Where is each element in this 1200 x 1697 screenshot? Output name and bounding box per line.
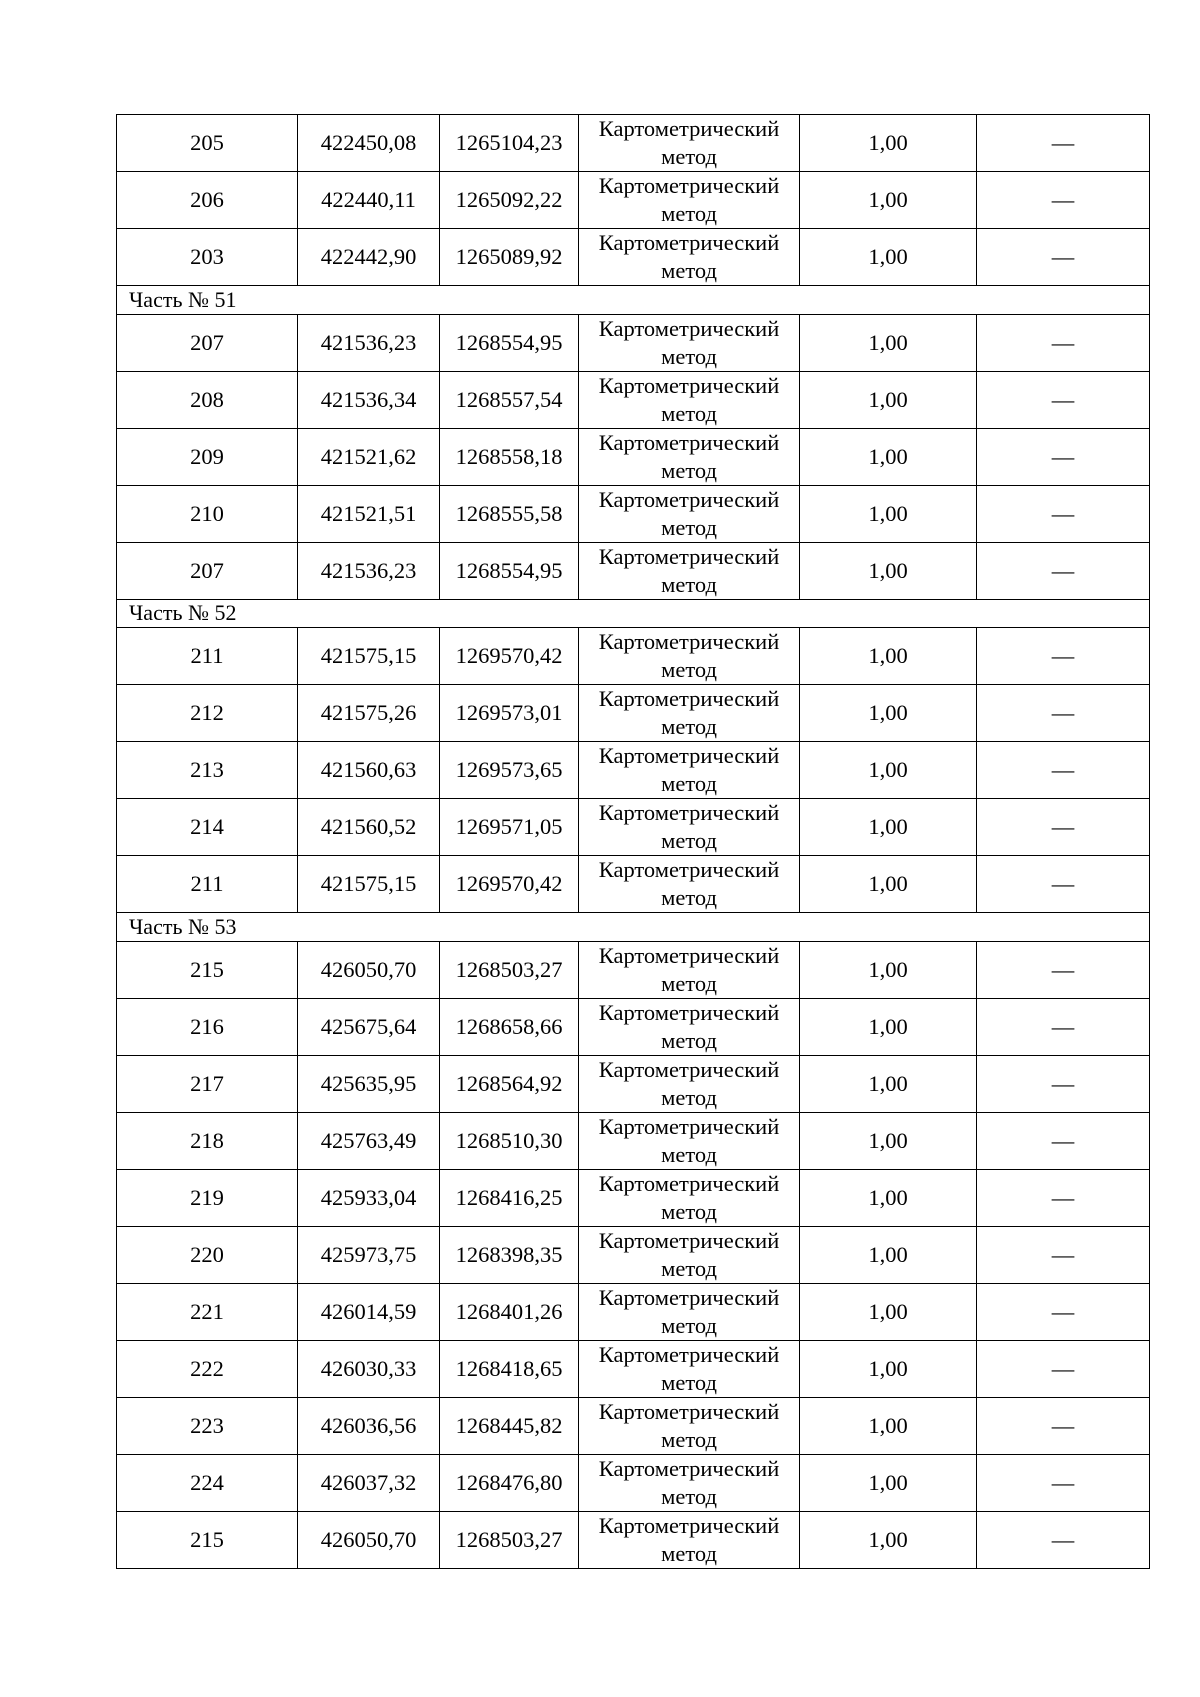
point-number-cell: 214 (117, 799, 298, 856)
note-cell: — (977, 371, 1150, 428)
table-row (117, 628, 1150, 685)
point-number-cell: 211 (117, 856, 298, 913)
accuracy-cell: 1,00 (800, 172, 977, 229)
x-coordinate-cell: 426050,70 (298, 1511, 440, 1568)
y-coordinate-cell: 1268510,30 (440, 1112, 579, 1169)
table-row (117, 542, 1150, 599)
y-coordinate-cell: 1269570,42 (440, 628, 579, 685)
point-number-cell: 223 (117, 1397, 298, 1454)
method-cell: Картометрический метод (579, 1169, 800, 1226)
accuracy-cell: 1,00 (800, 371, 977, 428)
x-coordinate-cell: 421536,23 (298, 542, 440, 599)
point-number-cell: 217 (117, 1055, 298, 1112)
y-coordinate-cell: 1268564,92 (440, 1055, 579, 1112)
coordinates-table (116, 114, 1150, 1569)
point-number-cell: 206 (117, 172, 298, 229)
note-cell: — (977, 1055, 1150, 1112)
y-coordinate-cell: 1268401,26 (440, 1283, 579, 1340)
accuracy-cell: 1,00 (800, 115, 977, 172)
accuracy-cell: 1,00 (800, 1454, 977, 1511)
x-coordinate-cell: 426037,32 (298, 1454, 440, 1511)
table-row (117, 998, 1150, 1055)
x-coordinate-cell: 421536,23 (298, 314, 440, 371)
table-row (117, 1511, 1150, 1568)
accuracy-cell: 1,00 (800, 941, 977, 998)
method-cell: Картометрический метод (579, 1226, 800, 1283)
note-cell: — (977, 1112, 1150, 1169)
note-cell: — (977, 1226, 1150, 1283)
x-coordinate-cell: 425763,49 (298, 1112, 440, 1169)
accuracy-cell: 1,00 (800, 1397, 977, 1454)
method-cell: Картометрический метод (579, 1397, 800, 1454)
point-number-cell: 210 (117, 485, 298, 542)
method-cell: Картометрический метод (579, 485, 800, 542)
accuracy-cell: 1,00 (800, 428, 977, 485)
note-cell: — (977, 998, 1150, 1055)
x-coordinate-cell: 421536,34 (298, 371, 440, 428)
x-coordinate-cell: 425973,75 (298, 1226, 440, 1283)
x-coordinate-cell: 421521,62 (298, 428, 440, 485)
method-cell: Картометрический метод (579, 941, 800, 998)
method-cell: Картометрический метод (579, 1055, 800, 1112)
table-row (117, 314, 1150, 371)
y-coordinate-cell: 1269570,42 (440, 856, 579, 913)
note-cell: — (977, 628, 1150, 685)
accuracy-cell: 1,00 (800, 1112, 977, 1169)
table-row (117, 371, 1150, 428)
method-cell: Картометрический метод (579, 428, 800, 485)
table-row (117, 1340, 1150, 1397)
accuracy-cell: 1,00 (800, 628, 977, 685)
y-coordinate-cell: 1268503,27 (440, 1511, 579, 1568)
x-coordinate-cell: 422442,90 (298, 229, 440, 286)
accuracy-cell: 1,00 (800, 1511, 977, 1568)
y-coordinate-cell: 1269573,65 (440, 742, 579, 799)
table-row (117, 941, 1150, 998)
note-cell: — (977, 742, 1150, 799)
table-row (117, 1283, 1150, 1340)
y-coordinate-cell: 1268658,66 (440, 998, 579, 1055)
table-row (117, 172, 1150, 229)
note-cell: — (977, 1340, 1150, 1397)
y-coordinate-cell: 1268445,82 (440, 1397, 579, 1454)
table-row (117, 742, 1150, 799)
method-cell: Картометрический метод (579, 799, 800, 856)
x-coordinate-cell: 421575,26 (298, 685, 440, 742)
note-cell: — (977, 229, 1150, 286)
method-cell: Картометрический метод (579, 1511, 800, 1568)
x-coordinate-cell: 422450,08 (298, 115, 440, 172)
point-number-cell: 216 (117, 998, 298, 1055)
coordinates-table-body (117, 115, 1150, 1569)
method-cell: Картометрический метод (579, 172, 800, 229)
note-cell: — (977, 485, 1150, 542)
note-cell: — (977, 799, 1150, 856)
y-coordinate-cell: 1268398,35 (440, 1226, 579, 1283)
x-coordinate-cell: 422440,11 (298, 172, 440, 229)
y-coordinate-cell: 1268557,54 (440, 371, 579, 428)
point-number-cell: 215 (117, 941, 298, 998)
part-heading-row (117, 286, 1150, 315)
method-cell: Картометрический метод (579, 115, 800, 172)
x-coordinate-cell: 426030,33 (298, 1340, 440, 1397)
point-number-cell: 213 (117, 742, 298, 799)
note-cell: — (977, 1397, 1150, 1454)
point-number-cell: 203 (117, 229, 298, 286)
point-number-cell: 207 (117, 542, 298, 599)
method-cell: Картометрический метод (579, 542, 800, 599)
y-coordinate-cell: 1269573,01 (440, 685, 579, 742)
method-cell: Картометрический метод (579, 229, 800, 286)
point-number-cell: 221 (117, 1283, 298, 1340)
y-coordinate-cell: 1268554,95 (440, 314, 579, 371)
x-coordinate-cell: 425675,64 (298, 998, 440, 1055)
accuracy-cell: 1,00 (800, 998, 977, 1055)
accuracy-cell: 1,00 (800, 1055, 977, 1112)
table-row (117, 685, 1150, 742)
point-number-cell: 215 (117, 1511, 298, 1568)
x-coordinate-cell: 421560,52 (298, 799, 440, 856)
y-coordinate-cell: 1265092,22 (440, 172, 579, 229)
x-coordinate-cell: 421560,63 (298, 742, 440, 799)
table-row (117, 229, 1150, 286)
table-row (117, 856, 1150, 913)
y-coordinate-cell: 1268503,27 (440, 941, 579, 998)
note-cell: — (977, 428, 1150, 485)
table-row (117, 799, 1150, 856)
accuracy-cell: 1,00 (800, 1283, 977, 1340)
method-cell: Картометрический метод (579, 685, 800, 742)
note-cell: — (977, 1169, 1150, 1226)
point-number-cell: 207 (117, 314, 298, 371)
point-number-cell: 211 (117, 628, 298, 685)
point-number-cell: 205 (117, 115, 298, 172)
note-cell: — (977, 115, 1150, 172)
x-coordinate-cell: 426036,56 (298, 1397, 440, 1454)
accuracy-cell: 1,00 (800, 799, 977, 856)
note-cell: — (977, 941, 1150, 998)
x-coordinate-cell: 425635,95 (298, 1055, 440, 1112)
part-heading: Часть № 53 (117, 913, 1150, 942)
table-row (117, 115, 1150, 172)
point-number-cell: 224 (117, 1454, 298, 1511)
method-cell: Картометрический метод (579, 742, 800, 799)
table-row (117, 1112, 1150, 1169)
y-coordinate-cell: 1268476,80 (440, 1454, 579, 1511)
part-heading: Часть № 52 (117, 599, 1150, 628)
point-number-cell: 219 (117, 1169, 298, 1226)
method-cell: Картометрический метод (579, 314, 800, 371)
method-cell: Картометрический метод (579, 1340, 800, 1397)
y-coordinate-cell: 1268554,95 (440, 542, 579, 599)
table-row (117, 428, 1150, 485)
method-cell: Картометрический метод (579, 1283, 800, 1340)
table-row (117, 1226, 1150, 1283)
point-number-cell: 212 (117, 685, 298, 742)
y-coordinate-cell: 1268416,25 (440, 1169, 579, 1226)
note-cell: — (977, 1283, 1150, 1340)
note-cell: — (977, 1511, 1150, 1568)
y-coordinate-cell: 1268418,65 (440, 1340, 579, 1397)
method-cell: Картометрический метод (579, 856, 800, 913)
accuracy-cell: 1,00 (800, 1226, 977, 1283)
y-coordinate-cell: 1269571,05 (440, 799, 579, 856)
y-coordinate-cell: 1268558,18 (440, 428, 579, 485)
accuracy-cell: 1,00 (800, 742, 977, 799)
x-coordinate-cell: 426050,70 (298, 941, 440, 998)
x-coordinate-cell: 421575,15 (298, 856, 440, 913)
point-number-cell: 209 (117, 428, 298, 485)
part-heading-row (117, 913, 1150, 942)
method-cell: Картометрический метод (579, 371, 800, 428)
method-cell: Картометрический метод (579, 998, 800, 1055)
note-cell: — (977, 1454, 1150, 1511)
method-cell: Картометрический метод (579, 1112, 800, 1169)
note-cell: — (977, 542, 1150, 599)
method-cell: Картометрический метод (579, 1454, 800, 1511)
accuracy-cell: 1,00 (800, 229, 977, 286)
table-row (117, 485, 1150, 542)
table-row (117, 1169, 1150, 1226)
accuracy-cell: 1,00 (800, 314, 977, 371)
point-number-cell: 208 (117, 371, 298, 428)
accuracy-cell: 1,00 (800, 856, 977, 913)
accuracy-cell: 1,00 (800, 685, 977, 742)
table-row (117, 1454, 1150, 1511)
x-coordinate-cell: 426014,59 (298, 1283, 440, 1340)
y-coordinate-cell: 1265089,92 (440, 229, 579, 286)
accuracy-cell: 1,00 (800, 542, 977, 599)
note-cell: — (977, 685, 1150, 742)
table-row (117, 1055, 1150, 1112)
note-cell: — (977, 856, 1150, 913)
part-heading-row (117, 599, 1150, 628)
method-cell: Картометрический метод (579, 628, 800, 685)
accuracy-cell: 1,00 (800, 485, 977, 542)
y-coordinate-cell: 1268555,58 (440, 485, 579, 542)
x-coordinate-cell: 425933,04 (298, 1169, 440, 1226)
point-number-cell: 222 (117, 1340, 298, 1397)
y-coordinate-cell: 1265104,23 (440, 115, 579, 172)
accuracy-cell: 1,00 (800, 1340, 977, 1397)
note-cell: — (977, 172, 1150, 229)
table-row (117, 1397, 1150, 1454)
x-coordinate-cell: 421575,15 (298, 628, 440, 685)
accuracy-cell: 1,00 (800, 1169, 977, 1226)
note-cell: — (977, 314, 1150, 371)
point-number-cell: 220 (117, 1226, 298, 1283)
x-coordinate-cell: 421521,51 (298, 485, 440, 542)
point-number-cell: 218 (117, 1112, 298, 1169)
part-heading: Часть № 51 (117, 286, 1150, 315)
